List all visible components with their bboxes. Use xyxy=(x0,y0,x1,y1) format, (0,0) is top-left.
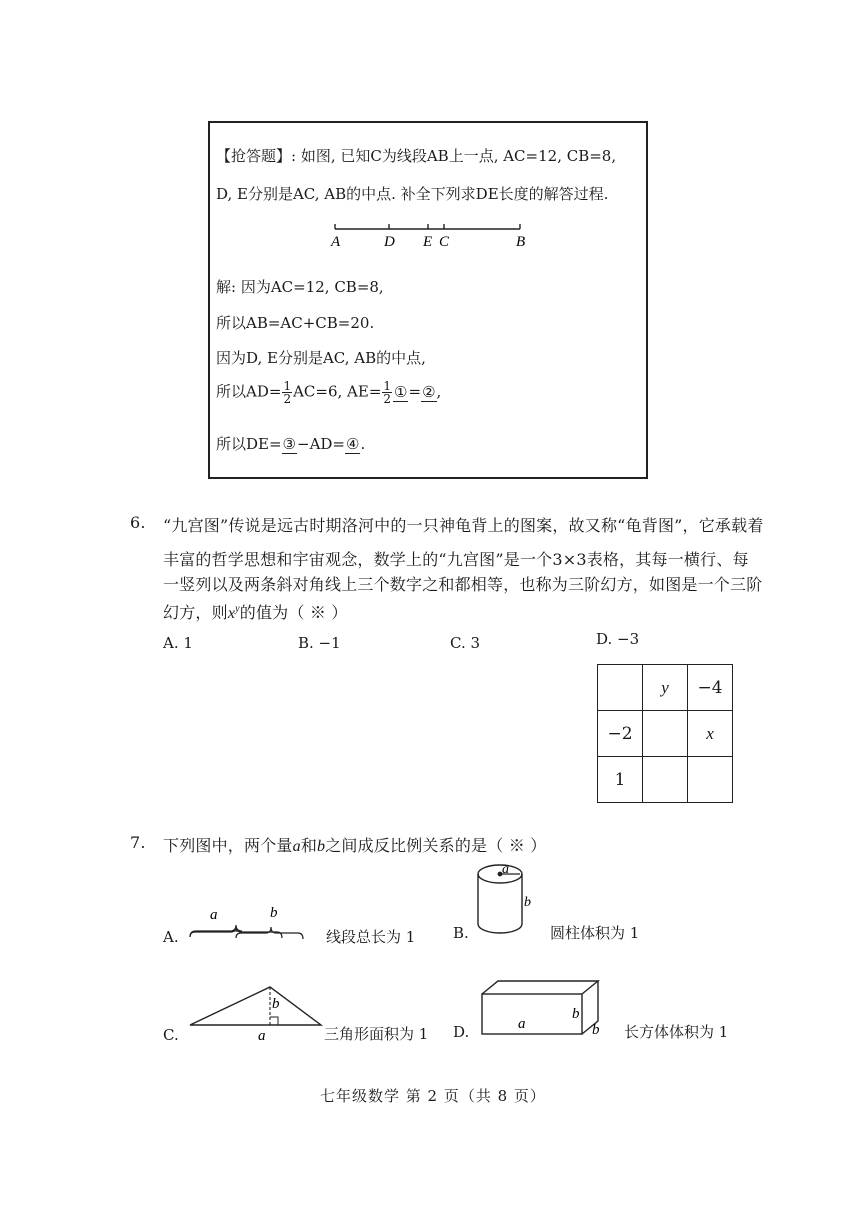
fig-d-label-a: a xyxy=(518,1016,526,1032)
q7-a: a xyxy=(292,838,301,855)
fig-d-label-b-front: b xyxy=(572,1006,580,1022)
page-footer: 七年级数学 第 2 页（共 8 页） xyxy=(320,1087,546,1105)
q7-figure-d-cuboid xyxy=(478,976,608,1040)
magic-cell: y xyxy=(643,665,688,711)
label-b: B xyxy=(516,234,526,250)
q7-figure-a xyxy=(186,903,311,943)
half-fraction-2 xyxy=(382,380,392,405)
blank-2: ② xyxy=(422,382,436,401)
fig-b-label-b: b xyxy=(524,895,531,910)
q6-option-d: D. −3 xyxy=(596,630,640,648)
solution-line-2: 所以AB=AC+CB=20. xyxy=(216,314,375,332)
label-e: E xyxy=(423,234,433,250)
fig-a-label-b: b xyxy=(270,905,278,921)
sol4-pre: 所以AD= xyxy=(216,382,282,401)
q6-option-a: A. 1 xyxy=(163,634,193,652)
q7-option-b-label: B. xyxy=(453,924,469,942)
label-c: C xyxy=(439,234,450,250)
magic-row xyxy=(598,711,733,757)
solution-line-1: 解: 因为AC=12, CB=8, xyxy=(216,278,384,296)
segment-diagram xyxy=(320,218,540,254)
magic-cell: −4 xyxy=(688,665,733,711)
q7-caption-d: 长方体体积为 1 xyxy=(624,1023,729,1041)
magic-cell: 1 xyxy=(598,757,643,803)
sol4-mid: AC=6, AE= xyxy=(293,382,382,401)
q7-and: 和 xyxy=(300,836,318,855)
q6-x: x xyxy=(227,605,236,622)
magic-cell xyxy=(598,665,643,711)
fig-b-label-a: a xyxy=(502,862,509,877)
q7-option-d-label: D. xyxy=(453,1023,470,1041)
q6-line-1: “九宫图”传说是远古时期洛河中的一只神龟背上的图案，故又称“龟背图”，它承载着 xyxy=(163,516,764,535)
sol5-post: . xyxy=(360,435,366,453)
q6-line-3: 一竖列以及两条斜对角线上三个数字之和都相等，也称为三阶幻方，如图是一个三阶 xyxy=(163,575,763,594)
magic-cell: x xyxy=(688,711,733,757)
blank-4: ④ xyxy=(346,435,360,453)
label-d: D xyxy=(384,234,395,250)
box-line-1: 【抢答题】: 如图, 已知C为线段AB上一点, AC=12, CB=8, xyxy=(216,147,617,165)
q6-line-4-pre: 幻方，则 xyxy=(163,603,228,622)
half-fraction xyxy=(282,380,292,405)
q7-b: b xyxy=(317,838,326,855)
fig-c-label-b: b xyxy=(272,996,280,1012)
brace-b xyxy=(236,927,303,939)
q7-figure-c-triangle xyxy=(186,978,326,1042)
solution-line-4 xyxy=(216,380,441,405)
quick-answer-box xyxy=(208,121,648,479)
fig-c-label-a: a xyxy=(258,1028,266,1042)
label-a: A xyxy=(331,234,341,250)
magic-cell xyxy=(643,711,688,757)
equals-sign: = xyxy=(408,382,422,401)
fraction-numerator: 1 xyxy=(283,379,292,393)
q6-line-2: 丰富的哲学思想和宇宙观念，数学上的“九宫图”是一个3×3表格，其每一横行、每 xyxy=(163,550,749,569)
fraction-numerator-2: 1 xyxy=(383,379,392,393)
q6-number: 6. xyxy=(130,513,146,532)
solution-line-5 xyxy=(216,433,365,454)
q6-line-4-post: 的值为（ ※ ） xyxy=(239,603,348,622)
magic-cell xyxy=(688,757,733,803)
q7-caption-a: 线段总长为 1 xyxy=(326,928,416,946)
sol5-pre: 所以DE= xyxy=(216,435,282,453)
q7-line-1 xyxy=(163,833,546,856)
fig-d-label-b-side: b xyxy=(592,1022,600,1038)
fig-a-label-a: a xyxy=(210,907,218,923)
q7-caption-c: 三角形面积为 1 xyxy=(324,1025,429,1043)
q7-option-c-label: C. xyxy=(163,1026,179,1044)
q7-post: 之间成反比例关系的是（ ※ ） xyxy=(325,836,547,855)
q6-option-b: B. −1 xyxy=(298,634,341,652)
magic-row xyxy=(598,757,733,803)
q7-number: 7. xyxy=(130,833,146,852)
q7-caption-b: 圆柱体积为 1 xyxy=(550,924,640,942)
sol4-post: , xyxy=(436,382,442,401)
q6-y-exp: y xyxy=(235,603,240,615)
fraction-denominator: 2 xyxy=(283,392,292,406)
fraction-denominator-2: 2 xyxy=(383,392,392,406)
q7-pre: 下列图中，两个量 xyxy=(163,836,293,855)
magic-row xyxy=(598,665,733,711)
q6-option-c: C. 3 xyxy=(450,634,481,652)
q7-option-a-label: A. xyxy=(163,928,179,946)
blank-3: ③ xyxy=(282,435,296,453)
magic-square-table xyxy=(597,664,733,803)
q7-figure-b-cylinder xyxy=(474,860,544,940)
q6-line-4 xyxy=(163,600,348,623)
blank-1: ① xyxy=(394,382,408,401)
solution-line-3: 因为D, E分别是AC, AB的中点, xyxy=(216,349,426,367)
magic-cell: −2 xyxy=(598,711,643,757)
box-line-2: D, E分别是AC, AB的中点. 补全下列求DE长度的解答过程. xyxy=(216,185,609,203)
sol5-mid: −AD= xyxy=(297,435,345,453)
magic-cell xyxy=(643,757,688,803)
